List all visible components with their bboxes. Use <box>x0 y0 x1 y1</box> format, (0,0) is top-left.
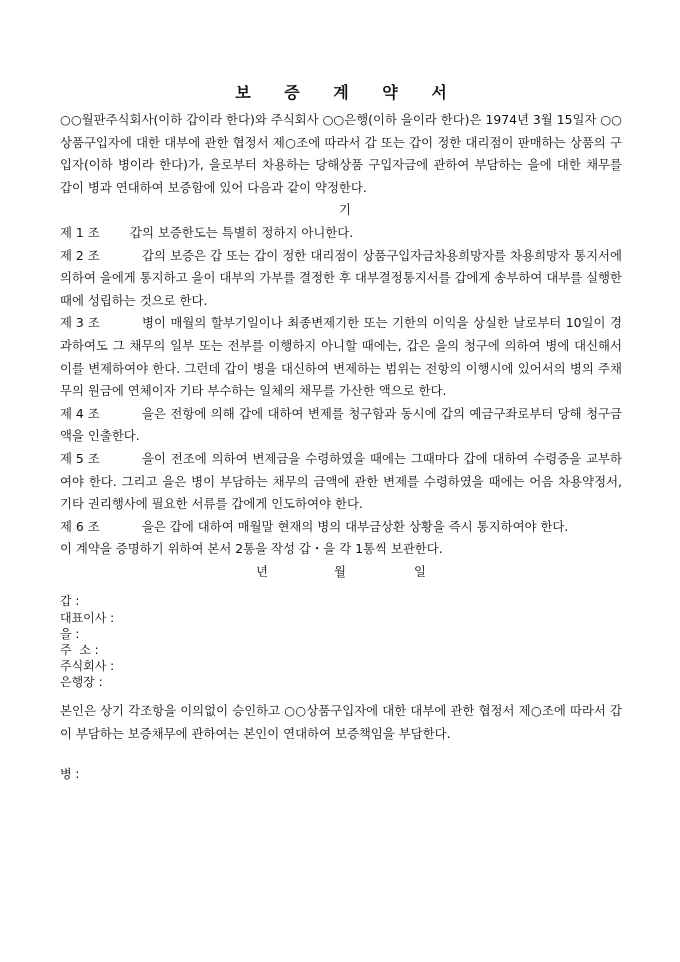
contract-page <box>60 80 622 794</box>
article-1-label: 제 1 조 <box>60 224 100 240</box>
intro-paragraph: ○○월판주식회사(이하 갑이라 한다)와 주식회사 ○○은행(이하 을이라 한다)은 1974년 3월 15일자 ○○상품구입자에 대한 대부에 관한 협정서 제○조에 따라서 갑 또는 갑이 정한 대리점이 판매하는 상품의 구입자(이하 병이라 한다)가, 을로부터 차용하는 당해상품 구입자금에 관하여 부담하는 을에 대한 채무를 갑이 병과 연대하여 보증함에 있어 다음과 같이 약정한다. <box>60 112 622 195</box>
article-2-text: 갑의 보증은 갑 또는 갑이 정한 대리점이 상품구입자금차용희망자를 차용희망자 통지서에 의하여 을에게 통지하고 을이 대부의 가부를 결정한 후 대부결정통지서를 갑에게 송부하여 대부를 실행한 때에 성립하는 것으로 한다. <box>60 247 622 308</box>
article-6-text: 을은 갑에 대하여 매월말 현재의 병의 대부금상환 상황을 즉시 통지하여야 한다. <box>142 518 569 534</box>
article-4-label: 제 4 조 <box>60 405 100 421</box>
article-5-text: 을이 전조에 의하여 변제금을 수령하였을 때에는 그때마다 갑에 대하여 수령증을 교부하여야 한다. 그리고 을은 병이 부담하는 채무의 금액에 관한 변제를 수령하였을 때에는 어음 차용약정서, 기타 권리행사에 필요한 서류를 갑에게 인도하여야 한다. <box>60 450 622 512</box>
article-3-label: 제 3 조 <box>60 315 100 331</box>
signature-block <box>60 593 622 690</box>
signature-byeong: 병 : <box>60 766 80 781</box>
signature-ceo: 대표이사 : <box>60 610 115 625</box>
article-1-text: 갑의 보증한도는 특별히 정하지 아니한다. <box>130 224 354 240</box>
article-6-label: 제 6 조 <box>60 518 100 534</box>
date-line <box>60 561 622 584</box>
article-3 <box>60 312 622 402</box>
article-3-text: 병이 매월의 할부기일이나 최종변제기한 또는 기한의 이익을 상실한 날로부터 10일이 경과하여도 그 채무의 일부 또는 전부를 이행하지 아니할 때에는, 갑은 을의 청구에 의하여 병에 대신해서 이를 변제하여야 한다. 그런데 갑이 병을 대신하여 변제하는 범위는 전항의 이행시에 있어서의 병의 주채무의 원금에 연체이자 기타 부수하는 일체의 채무를 가산한 액으로 한다. <box>60 315 622 399</box>
closing-paragraph: 이 계약을 증명하기 위하여 본서 2통을 작성 갑・을 각 1통씩 보관한다. <box>60 541 443 557</box>
date-year: 년 <box>256 563 268 579</box>
article-6 <box>60 516 622 539</box>
signature-address: 주 소 : <box>60 643 99 658</box>
date-month: 월 <box>334 563 346 579</box>
guarantee-statement: 본인은 상기 각조항을 이의없이 승인하고 ○○상품구입자에 대한 대부에 관한 협정서 제○조에 따라서 갑이 부담하는 보증채무에 관하여는 본인이 연대하여 보증책임을 부담한다. <box>60 702 622 741</box>
article-5 <box>60 448 622 516</box>
article-5-label: 제 5 조 <box>60 450 100 466</box>
article-2-label: 제 2 조 <box>60 247 100 263</box>
signature-bank-head: 은행장 : <box>60 675 103 690</box>
signature-eul: 을 : <box>60 626 80 641</box>
signature-gap: 갑 : <box>60 594 80 609</box>
date-day: 일 <box>414 563 426 579</box>
article-2 <box>60 245 622 313</box>
article-1 <box>60 222 622 245</box>
article-4 <box>60 403 622 448</box>
signature-company: 주식회사 : <box>60 659 115 674</box>
article-4-text: 을은 전항에 의해 갑에 대하여 변제를 청구함과 동시에 갑의 예금구좌로부터 당해 청구금액을 인출한다. <box>60 405 622 444</box>
gi-heading: 기 <box>339 202 351 218</box>
document-title: 보 증 계 약 서 <box>235 83 461 102</box>
